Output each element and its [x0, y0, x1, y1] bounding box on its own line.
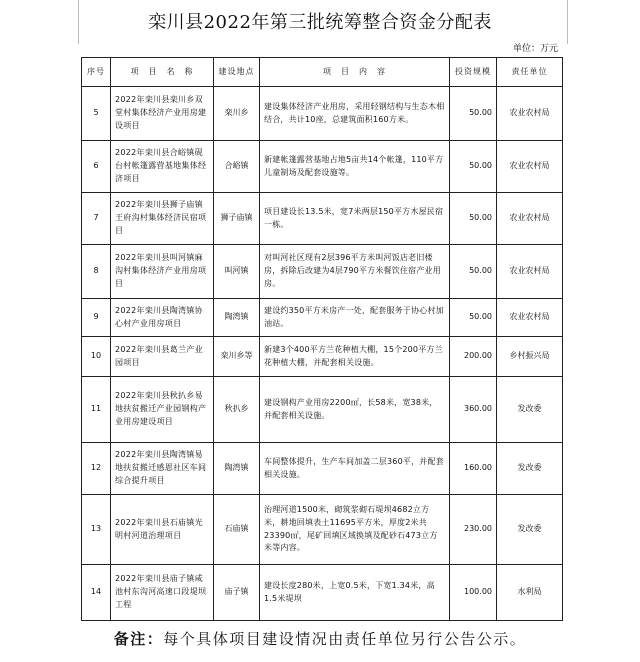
cell-content: 治理河道1500米，砌筑浆砌石堤坝4682立方米，耕地回填表土11695平方米，厚度2米共23390㎡，尾矿回填区域换填及配砂石473立方米等内容。: [260, 495, 450, 565]
cell-no: 8: [82, 245, 111, 299]
table-row: [82, 87, 563, 141]
cell-amount: 50.00: [450, 87, 497, 141]
cell-project-name: 2022年栾川县狮子庙镇王府沟村集体经济民宿项目: [111, 193, 214, 245]
cell-no: 11: [82, 377, 111, 443]
table-row: [82, 495, 563, 565]
cell-amount: 100.00: [450, 565, 497, 621]
cell-location: 秋扒乡: [214, 377, 260, 443]
cell-responsible-unit: 乡村振兴局: [497, 337, 563, 377]
table-row: [82, 443, 563, 495]
cell-amount: 50.00: [450, 193, 497, 245]
table-row: [82, 377, 563, 443]
cell-location: 陶湾镇: [214, 443, 260, 495]
cell-project-name: 2022年栾川县葛兰产业园项目: [111, 337, 214, 377]
cell-amount: 50.00: [450, 141, 497, 193]
header-content: 项 目 内 容: [260, 58, 450, 87]
cell-content: 项目建设长13.5米，宽7米两层150平方木屋民宿一栋。: [260, 193, 450, 245]
cell-project-name: 2022年栾川县叫河镇麻沟村集体经济产业用房项目: [111, 245, 214, 299]
allocation-table: [81, 57, 563, 621]
cell-project-name: 2022年栾川县陶湾镇易地扶贫搬迁感恩社区车间综合提升项目: [111, 443, 214, 495]
cell-amount: 230.00: [450, 495, 497, 565]
cell-amount: 200.00: [450, 337, 497, 377]
cell-amount: 50.00: [450, 245, 497, 299]
cell-no: 14: [82, 565, 111, 621]
cell-location: 合峪镇: [214, 141, 260, 193]
cell-content: 对叫河社区现有2层396平方米叫河饭店老旧楼房，拆除后改建为4层790平方米餐饮住宿产业用房。: [260, 245, 450, 299]
footnote-text: 每个具体项目建设情况由责任单位另行公告公示。: [163, 630, 527, 648]
table-row: [82, 337, 563, 377]
cell-amount: 160.00: [450, 443, 497, 495]
cell-content: 建设集体经济产业用房，采用轻钢结构与生态木相结合，共计10座，总建筑面积160方米。: [260, 87, 450, 141]
cell-no: 6: [82, 141, 111, 193]
cell-project-name: 2022年栾川县石庙镇光明村河道治理项目: [111, 495, 214, 565]
cell-responsible-unit: 发改委: [497, 443, 563, 495]
cell-location: 庙子镇: [214, 565, 260, 621]
cell-no: 12: [82, 443, 111, 495]
footnote-label: 备注：: [113, 630, 164, 648]
cell-content: 新建帐篷露营基地占地5亩共14个帐篷，110平方儿童制场及配套设施等。: [260, 141, 450, 193]
cell-location: 狮子庙镇: [214, 193, 260, 245]
cell-content: 建设钢构产业用房2200㎡，长58米，宽38米，并配套相关设施。: [260, 377, 450, 443]
cell-responsible-unit: 农业农村局: [497, 141, 563, 193]
cell-location: 石庙镇: [214, 495, 260, 565]
table-row: [82, 565, 563, 621]
cell-responsible-unit: 发改委: [497, 495, 563, 565]
cell-project-name: 2022年栾川县合峪镇砚台村帐篷露营基地集体经济项目: [111, 141, 214, 193]
cell-responsible-unit: 发改委: [497, 377, 563, 443]
footnote: [0, 628, 640, 649]
cell-responsible-unit: 农业农村局: [497, 245, 563, 299]
unit-label: 单位：万元: [512, 44, 558, 54]
cell-no: 13: [82, 495, 111, 565]
header-project-name: 项 目 名 称: [111, 58, 214, 87]
cell-no: 10: [82, 337, 111, 377]
cell-responsible-unit: 农业农村局: [497, 87, 563, 141]
table-row: [82, 193, 563, 245]
cell-content: 建设长度280米，上宽0.5米，下宽1.34米，高1.5米堤坝: [260, 565, 450, 621]
header-responsible-unit: 责任单位: [497, 58, 563, 87]
cell-amount: 50.00: [450, 299, 497, 337]
cell-no: 9: [82, 299, 111, 337]
cell-location: 叫河镇: [214, 245, 260, 299]
header-amount: 投资规模: [450, 58, 497, 87]
cell-project-name: 2022年栾川县秋扒乡易地扶贫搬迁产业园钢构产业用房建设项目: [111, 377, 214, 443]
cell-project-name: 2022年栾川县庙子镇咸池村东沟河高速口段堤坝工程: [111, 565, 214, 621]
table-row: [82, 245, 563, 299]
cell-no: 7: [82, 193, 111, 245]
cell-location: 陶湾镇: [214, 299, 260, 337]
table-header-row: [82, 58, 563, 87]
cell-project-name: 2022年栾川县陶湾镇协心村产业用房项目: [111, 299, 214, 337]
cell-no: 5: [82, 87, 111, 141]
cell-responsible-unit: 农业农村局: [497, 299, 563, 337]
cell-content: 车间整体提升，生产车间加盖二层360平，并配套相关设施。: [260, 443, 450, 495]
cell-location: 栾川乡: [214, 87, 260, 141]
table-row: [82, 299, 563, 337]
cell-project-name: 2022年栾川县栾川乡双堂村集体经济产业用房建设项目: [111, 87, 214, 141]
cell-responsible-unit: 农业农村局: [497, 193, 563, 245]
cell-location: 栾川乡等: [214, 337, 260, 377]
cell-amount: 360.00: [450, 377, 497, 443]
table-row: [82, 141, 563, 193]
header-no: 序号: [82, 58, 111, 87]
cell-responsible-unit: 水利局: [497, 565, 563, 621]
header-location: 建设地点: [214, 58, 260, 87]
document-title: 栾川县2022年第三批统筹整合资金分配表: [148, 12, 492, 33]
cell-content: 新建3个400平方兰花种植大棚，15个200平方兰花种植大棚，并配套相关设施。: [260, 337, 450, 377]
cell-content: 建设约350平方米房产一处，配套服务于协心村加油站。: [260, 299, 450, 337]
